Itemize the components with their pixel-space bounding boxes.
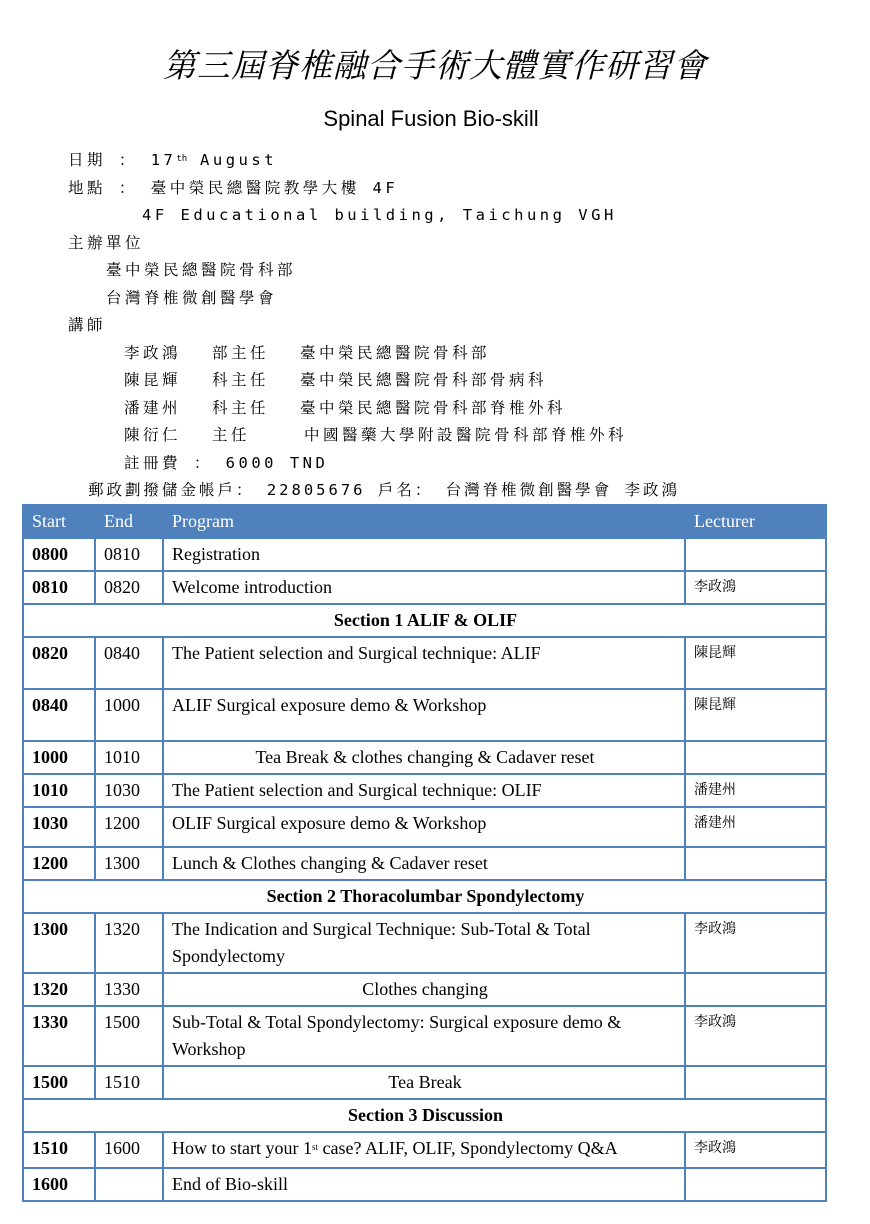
end-time: 1510 [95, 1066, 163, 1099]
table-row [23, 689, 826, 741]
lecturer [685, 1168, 826, 1201]
start-time: 1510 [23, 1132, 95, 1168]
date-label: 日期 ： [68, 151, 138, 169]
start-time: 0810 [23, 571, 95, 604]
lecturer-title: 科主任 [212, 399, 270, 417]
program: The Patient selection and Surgical technique: ALIF [163, 637, 685, 689]
end-time: 1200 [95, 807, 163, 847]
end-time: 0810 [95, 538, 163, 571]
lecturer: 陳昆輝 [685, 637, 826, 689]
column-header-end: End [95, 505, 163, 538]
lecturer-name: 李政鴻 [124, 344, 182, 362]
table-header-row [23, 505, 826, 538]
section-title: Section 3 Discussion [23, 1099, 826, 1132]
date-day: 17 [150, 151, 177, 169]
lecturer-name: 陳昆輝 [124, 371, 182, 389]
start-time: 0840 [23, 689, 95, 741]
program: The Patient selection and Surgical technique: OLIF [163, 774, 685, 807]
end-time: 0820 [95, 571, 163, 604]
location-label: 地點 ： [68, 179, 138, 197]
start-time: 1000 [23, 741, 95, 774]
program: Welcome introduction [163, 571, 685, 604]
start-time: 1200 [23, 847, 95, 880]
table-row [23, 538, 826, 571]
end-time: 1030 [95, 774, 163, 807]
table-row [23, 973, 826, 1006]
organizer-label: 主辦單位 [68, 234, 145, 252]
start-time: 0800 [23, 538, 95, 571]
lecturer-affiliation: 臺中榮民總醫院骨科部脊椎外科 [300, 399, 567, 417]
section-row [23, 604, 826, 637]
program: Registration [163, 538, 685, 571]
start-time: 1600 [23, 1168, 95, 1201]
section-row [23, 880, 826, 913]
organizer-item: 臺中榮民總醫院骨科部 [106, 261, 297, 279]
lecturer-title: 部主任 [212, 344, 270, 362]
registration-fee: 註冊費 ： 6000 TND [124, 454, 329, 472]
table-row [23, 571, 826, 604]
location-en: 4F Educational building, Taichung VGH [142, 206, 617, 224]
table-row [23, 1168, 826, 1201]
table-row [23, 637, 826, 689]
end-time: 1600 [95, 1132, 163, 1168]
lecturer [685, 847, 826, 880]
table-row [23, 1066, 826, 1099]
program: ALIF Surgical exposure demo & Workshop [163, 689, 685, 741]
table-row [23, 1006, 826, 1066]
end-time: 0840 [95, 637, 163, 689]
section-row [23, 1099, 826, 1132]
start-time: 0820 [23, 637, 95, 689]
lecturer-affiliation: 中國醫藥大學附設醫院骨科部脊椎外科 [304, 426, 628, 444]
table-row [23, 741, 826, 774]
program: Clothes changing [163, 973, 685, 1006]
ordinal-suffix: st [311, 1142, 318, 1152]
program: End of Bio-skill [163, 1168, 685, 1201]
lecturer-affiliation: 臺中榮民總醫院骨科部 [300, 344, 491, 362]
program: Tea Break [163, 1066, 685, 1099]
table-row [23, 774, 826, 807]
table-row [23, 847, 826, 880]
start-time: 1010 [23, 774, 95, 807]
organizer-item: 台灣脊椎微創醫學會 [106, 289, 278, 307]
lecturer [685, 1066, 826, 1099]
column-header-lecturer: Lecturer [685, 505, 826, 538]
lecturer [685, 973, 826, 1006]
end-time: 1000 [95, 689, 163, 741]
location-line [68, 178, 398, 198]
section-title: Section 2 Thoracolumbar Spondylectomy [23, 880, 826, 913]
lecturer: 潘建州 [685, 807, 826, 847]
program-text: How to start your 1 [172, 1138, 312, 1158]
program-text: case? ALIF, OLIF, Spondylectomy Q&A [318, 1138, 618, 1158]
table-row [23, 913, 826, 973]
lecturer: 潘建州 [685, 774, 826, 807]
lecturer-affiliation: 臺中榮民總醫院骨科部骨病科 [300, 371, 548, 389]
start-time: 1330 [23, 1006, 95, 1066]
page-subtitle: Spinal Fusion Bio-skill [323, 106, 539, 131]
end-time: 1010 [95, 741, 163, 774]
program [163, 1132, 685, 1168]
lecturer [685, 538, 826, 571]
table-row [23, 1132, 826, 1168]
lecturer-title: 科主任 [212, 371, 270, 389]
program: Lunch & Clothes changing & Cadaver reset [163, 847, 685, 880]
program: OLIF Surgical exposure demo & Workshop [163, 807, 685, 847]
end-time: 1300 [95, 847, 163, 880]
page-title: 第三屆脊椎融合手術大體實作研習會 [163, 46, 707, 85]
lecturer: 李政鴻 [685, 1006, 826, 1066]
date-suffix: th [176, 154, 188, 164]
lecturer: 陳昆輝 [685, 689, 826, 741]
lecturer-title: 主任 [212, 426, 251, 444]
lecturer-name: 潘建州 [124, 399, 182, 417]
column-header-start: Start [23, 505, 95, 538]
end-time [95, 1168, 163, 1201]
program: Tea Break & clothes changing & Cadaver reset [163, 741, 685, 774]
start-time: 1300 [23, 913, 95, 973]
date-line [68, 150, 277, 173]
lecturer: 李政鴻 [685, 571, 826, 604]
end-time: 1320 [95, 913, 163, 973]
lecturer-label: 講師 [68, 316, 107, 334]
location-zh: 臺中榮民總醫院教學大樓 4F [150, 179, 399, 197]
table-row [23, 807, 826, 847]
end-time: 1500 [95, 1006, 163, 1066]
start-time: 1500 [23, 1066, 95, 1099]
section-title: Section 1 ALIF & OLIF [23, 604, 826, 637]
lecturer: 李政鴻 [685, 913, 826, 973]
program: The Indication and Surgical Technique: Sub-Total & Total Spondylectomy [163, 913, 685, 973]
start-time: 1320 [23, 973, 95, 1006]
start-time: 1030 [23, 807, 95, 847]
column-header-program: Program [163, 505, 685, 538]
date-month: August [200, 151, 278, 169]
postal-account: 郵政劃撥儲金帳戶： 22805676 戶名： 台灣脊椎微創醫學會 李政鴻 [88, 481, 680, 499]
end-time: 1330 [95, 973, 163, 1006]
program: Sub-Total & Total Spondylectomy: Surgical exposure demo & Workshop [163, 1006, 685, 1066]
lecturer: 李政鴻 [685, 1132, 826, 1168]
schedule-table [22, 504, 827, 1202]
lecturer-name: 陳衍仁 [124, 426, 182, 444]
lecturer [685, 741, 826, 774]
